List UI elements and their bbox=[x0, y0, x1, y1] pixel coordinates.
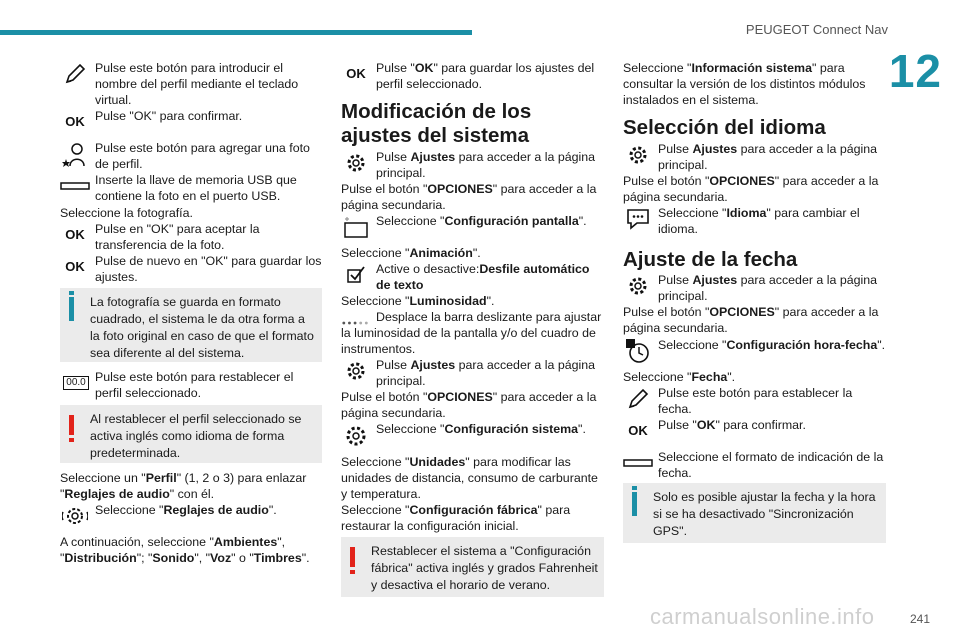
step-settings: Pulse Ajustes para acceder a la página principal. bbox=[341, 149, 604, 181]
add-photo-icon bbox=[60, 140, 90, 168]
step-system-config: Seleccione "Configuración sistema". bbox=[341, 421, 604, 437]
page-header-title: PEUGEOT Connect Nav bbox=[745, 22, 888, 37]
step-scroll-text: Active o desactive:Desfile automático de texto bbox=[341, 261, 604, 293]
step-choose-options: A continuación, seleccione "Ambientes", "Distribución"; "Sonido", "Voz" o "Timbres". bbox=[60, 535, 310, 565]
header-accent-bar bbox=[0, 30, 472, 35]
gear-icon bbox=[341, 357, 371, 385]
format-bar-icon bbox=[623, 449, 653, 477]
step-settings-date: Pulse Ajustes para acceder a la página principal. bbox=[623, 272, 886, 304]
step-display-config: Seleccione "Configuración pantalla". bbox=[341, 213, 604, 229]
step-save-settings: OK Pulse de nuevo en "OK" para guardar los ajustes. bbox=[60, 253, 322, 285]
step-audio-settings: Seleccione "Reglajes de audio". bbox=[60, 502, 322, 518]
reset-icon: 00.0 bbox=[60, 369, 92, 397]
step-confirm-ok: OK Pulse "OK" para confirmar. bbox=[60, 108, 322, 124]
step-options-2: Pulse el botón "OPCIONES" para acceder a la página secundaria. bbox=[341, 390, 597, 420]
section-heading-system: Modificación de los ajustes del sistema bbox=[341, 100, 532, 147]
info-note-photo: La fotografía se guarda en formato cuadrado, el sistema le da otra forma a la foto original en caso de que el formato sea diferente al del sistema. bbox=[60, 288, 322, 362]
section-heading-date: Ajuste de la fecha bbox=[623, 248, 798, 271]
watermark: carmanualsonline.info bbox=[650, 604, 875, 629]
step-options: Pulse el botón "OPCIONES" para acceder a la página secundaria. bbox=[341, 182, 597, 212]
ok-icon: OK bbox=[65, 259, 85, 274]
step-language: Seleccione "Idioma" para cambiar el idioma. bbox=[623, 205, 886, 237]
step-system-info: Seleccione "Información sistema" para consultar la versión de los distintos módulos instalados en el sistema. bbox=[623, 61, 866, 107]
step-reset-profile: 00.0 Pulse este botón para restablecer el perfil seleccionado. bbox=[60, 369, 322, 401]
step-settings-2: Pulse Ajustes para acceder a la página principal. bbox=[341, 357, 604, 389]
system-settings-icon bbox=[341, 421, 371, 449]
chapter-number: 12 bbox=[888, 45, 942, 97]
warning-note-factory: Restablecer el sistema a "Configuración fábrica" activa inglés y grados Fahrenheit y desactiva el horario de verano. bbox=[341, 537, 604, 597]
warning-icon bbox=[69, 415, 74, 435]
ok-icon: OK bbox=[65, 227, 85, 242]
section-heading-language: Selección del idioma bbox=[623, 116, 826, 139]
pencil-icon bbox=[60, 60, 90, 88]
info-note-gps: Solo es posible ajustar la fecha y la hora si se ha desactivado "Sincronización GPS". bbox=[623, 483, 886, 543]
display-icon bbox=[341, 213, 371, 241]
step-slider: Desplace la barra deslizante para ajustar la luminosidad de la pantalla y/o del cuadro de instrumentos. bbox=[341, 310, 602, 356]
step-datetime-config: Seleccione "Configuración hora-fecha". bbox=[623, 337, 886, 353]
step-date-format: Seleccione el formato de indicación de la fecha. bbox=[623, 449, 886, 481]
step-select-photo: Seleccione la fotografía. bbox=[60, 206, 193, 220]
gear-icon bbox=[623, 272, 653, 300]
step-settings: Pulse Ajustes para acceder a la página principal. bbox=[623, 141, 886, 173]
warning-note-reset: Al restablecer el perfil seleccionado se activa inglés como idioma de forma predeterminada. bbox=[60, 405, 322, 463]
gear-icon bbox=[623, 141, 653, 169]
speech-bubble-icon bbox=[623, 205, 653, 233]
step-usb: Inserte la llave de memoria USB que contiene la foto en el puerto USB. bbox=[60, 172, 322, 204]
audio-settings-icon bbox=[60, 502, 90, 530]
step-accept-transfer: OK Pulse en "OK" para aceptar la transferencia de la foto. bbox=[60, 221, 322, 253]
info-icon bbox=[69, 297, 74, 321]
clock-calendar-icon bbox=[623, 337, 653, 365]
step-link-profile: Seleccione un "Perfil" (1, 2 o 3) para enlazar "Reglajes de audio" con él. bbox=[60, 471, 307, 501]
usb-drive-icon bbox=[60, 172, 90, 200]
checkbox-icon bbox=[341, 261, 371, 289]
ok-icon: OK bbox=[65, 114, 85, 129]
gear-icon bbox=[341, 149, 371, 177]
slider-icon bbox=[341, 309, 371, 337]
page-number: 241 bbox=[909, 612, 930, 626]
info-icon bbox=[632, 492, 637, 516]
pencil-icon bbox=[623, 385, 653, 413]
ok-icon: OK bbox=[346, 66, 366, 81]
step-brightness: Seleccione "Luminosidad". bbox=[341, 294, 495, 308]
warning-icon bbox=[350, 547, 355, 567]
step-edit-name: Pulse este botón para introducir el nombre del perfil mediante el teclado virtual. bbox=[60, 60, 322, 108]
step-date: Seleccione "Fecha". bbox=[623, 370, 736, 384]
step-animation: Seleccione "Animación". bbox=[341, 246, 481, 260]
ok-icon: OK bbox=[628, 423, 648, 438]
step-factory: Seleccione "Configuración fábrica" para restaurar la configuración inicial. bbox=[341, 503, 571, 533]
step-set-date: Pulse este botón para establecer la fecha. bbox=[623, 385, 886, 417]
step-save-profile: OK Pulse "OK" para guardar los ajustes del perfil seleccionado. bbox=[341, 60, 604, 92]
step-units: Seleccione "Unidades" para modificar las unidades de distancia, consumo de carburante y temperatura. bbox=[341, 455, 598, 501]
step-add-photo: Pulse este botón para agregar una foto de perfil. bbox=[60, 140, 322, 172]
step-options-date: Pulse el botón "OPCIONES" para acceder a la página secundaria. bbox=[623, 305, 879, 335]
step-options: Pulse el botón "OPCIONES" para acceder a la página secundaria. bbox=[623, 174, 879, 204]
step-confirm-date: OK Pulse "OK" para confirmar. bbox=[623, 417, 886, 433]
